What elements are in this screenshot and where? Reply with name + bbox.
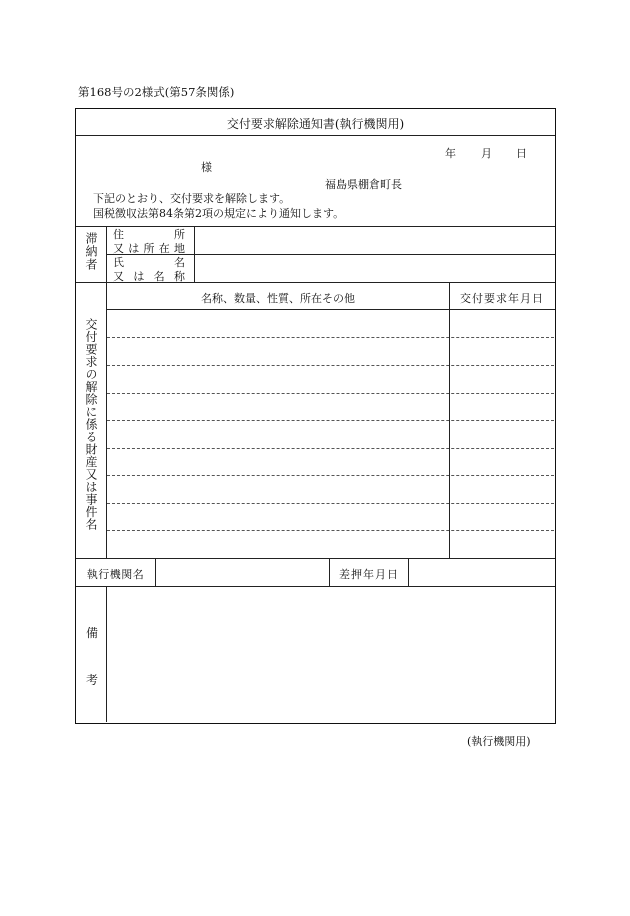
seizure-date-label: 差押年月日 — [339, 568, 399, 581]
property-date-area[interactable] — [450, 310, 554, 558]
name-label-char: 氏 — [113, 256, 124, 269]
name-label-char: 名 — [174, 256, 185, 269]
address-label-char: は — [128, 242, 140, 255]
address-field[interactable] — [195, 227, 554, 254]
name-field[interactable] — [195, 255, 554, 282]
issuer-name: 福島県棚倉町長 — [325, 178, 402, 191]
day-label: 日 — [516, 147, 527, 160]
remarks-label-char-2: 考 — [86, 673, 99, 687]
title-divider — [76, 135, 555, 136]
address-label-char: 所 — [143, 242, 155, 255]
name-label-char: は — [133, 270, 145, 283]
footer-note: (執行機関用) — [467, 735, 531, 748]
delinquent-section-label: 滞納者 — [84, 232, 98, 271]
agency-label: 執行機関名 — [86, 568, 145, 581]
notice-line-1: 下記のとおり、交付要求を解除します。 — [93, 192, 291, 205]
property-description-area[interactable] — [107, 310, 449, 558]
address-label-char: 地 — [174, 242, 185, 255]
name-label-bottom — [113, 268, 185, 284]
name-label-char: 称 — [173, 270, 185, 283]
honorific: 様 — [201, 161, 212, 174]
remarks-field[interactable] — [107, 587, 554, 722]
name-label-char: 又 — [113, 270, 124, 283]
address-label-char: 在 — [158, 242, 170, 255]
remarks-label-char-1: 備 — [86, 626, 99, 640]
address-label-char: 住 — [113, 228, 124, 241]
property-section-label: 交付要求の解除に係る財産又は事件名 — [84, 318, 98, 531]
property-description-header: 名称、数量、性質、所在その他 — [201, 292, 355, 305]
property-date-header: 交付要求年月日 — [460, 292, 544, 305]
address-label-char: 又 — [113, 242, 124, 255]
notice-line-2: 国税徴収法第84条第2項の規定により通知します。 — [93, 207, 345, 220]
seizure-date-field[interactable] — [409, 559, 554, 586]
name-label-char: 名 — [153, 270, 165, 283]
month-label: 月 — [481, 147, 492, 160]
form-id: 第168号の2様式(第57条関係) — [78, 85, 235, 99]
address-label-char: 所 — [174, 228, 185, 241]
delinquent-label-divider — [106, 227, 107, 282]
form-title: 交付要求解除通知書(執行機関用) — [226, 117, 405, 131]
agency-field[interactable] — [156, 559, 329, 586]
year-label: 年 — [445, 147, 456, 160]
